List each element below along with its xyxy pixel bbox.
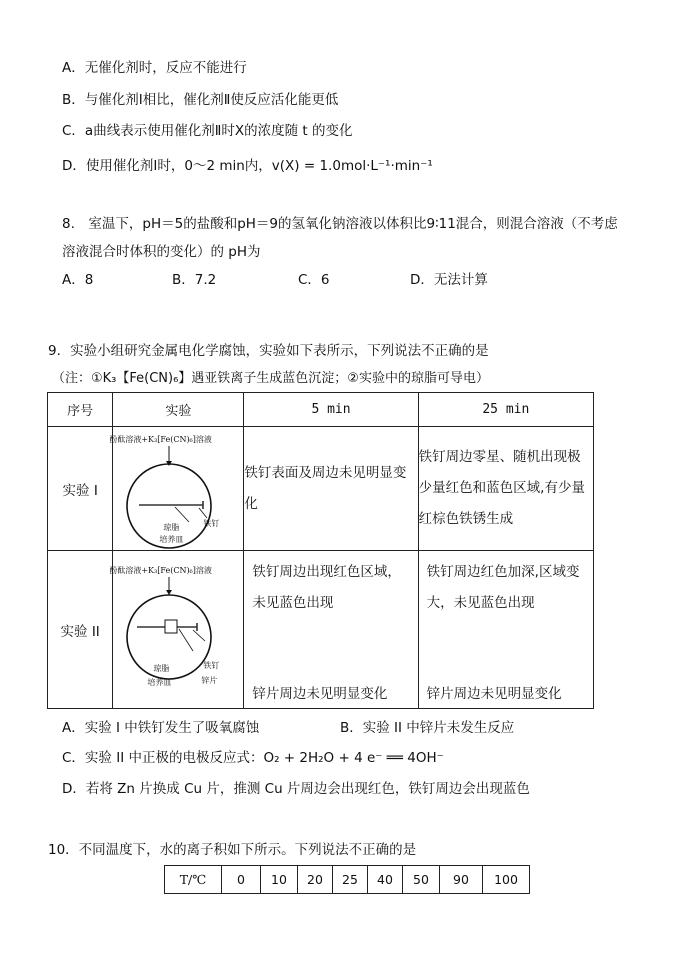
temp-cell: 10 — [261, 866, 298, 894]
q9-option-a: A．实验 I 中铁钉发生了吸氧腐蚀 — [62, 720, 260, 736]
petri-dish-drawing — [113, 555, 243, 705]
diagram-nail-label: 铁钉 — [203, 518, 220, 528]
q7-option-d: D．使用催化剂Ⅰ时，0～2 min内，v(X) = 1.0mol·L⁻¹·min⁻¹ — [62, 158, 433, 174]
diagram-agar-label: 琼脂 — [153, 663, 170, 673]
temperature-header: T/℃ — [165, 866, 222, 894]
q8-stem-line2: 溶液混合时体积的变化）的 pH为 — [62, 244, 261, 260]
header-5min: 5 min — [244, 393, 418, 427]
diagram-zinc-label: 锌片 — [201, 675, 218, 685]
diagram-solution-label: 酚酞溶液+K₃[Fe(CN)₆]溶液 — [109, 434, 212, 444]
row2-5min-zinc: 锌片周边未见明显变化 — [252, 686, 388, 702]
header-25min: 25 min — [418, 393, 593, 427]
row1-25min: 铁钉周边零星、随机出现极少量红色和蓝色区域,有少量红棕色铁锈生成 — [418, 427, 593, 551]
q7-option-a: A．无催化剂时，反应不能进行 — [62, 60, 247, 76]
header-experiment: 实验 — [113, 393, 244, 427]
diagram-agar-label: 琼脂 — [163, 522, 180, 532]
table-row — [48, 551, 594, 709]
q9-option-b: B．实验 II 中锌片未发生反应 — [340, 720, 515, 736]
q8-option-d: D．无法计算 — [410, 272, 488, 288]
header-index: 序号 — [48, 393, 113, 427]
q8-option-b: B．7.2 — [172, 272, 217, 288]
diagram-solution-label: 酚酞溶液+K₃[Fe(CN)₆]溶液 — [109, 565, 212, 575]
table-row — [165, 866, 530, 894]
temp-cell: 100 — [483, 866, 530, 894]
experiment-table — [47, 392, 594, 709]
temp-cell: 50 — [403, 866, 440, 894]
diagram-cell — [109, 427, 244, 551]
row2-5min-cell — [244, 551, 418, 709]
row2-5min: 铁钉周边出现红色区域，未见蓝色出现 — [252, 564, 401, 611]
diagram-nail-label: 铁钉 — [203, 660, 220, 670]
q7-option-b: B．与催化剂Ⅰ相比，催化剂Ⅱ使反应活化能更低 — [62, 92, 339, 108]
diagram-cell — [109, 551, 244, 709]
q9-note: （注：①K₃【Fe(CN)₆】遇亚铁离子生成蓝色沉淀；②实验中的琼脂可导电） — [52, 371, 489, 386]
table-row — [48, 427, 594, 551]
temp-cell: 25 — [333, 866, 368, 894]
ion-product-table — [164, 865, 530, 894]
table-header-row — [48, 393, 594, 427]
row2-25min-cell — [418, 551, 593, 709]
row2-25min-zinc: 锌片周边未见明显变化 — [426, 686, 562, 702]
row-name: 实验 I — [48, 427, 113, 551]
temp-cell: 0 — [222, 866, 261, 894]
q8-option-a: A．8 — [62, 272, 94, 288]
temp-cell: 40 — [368, 866, 403, 894]
row-name: 实验 II — [48, 551, 113, 709]
experiment-2-diagram — [109, 555, 243, 705]
q9-stem: 9．实验小组研究金属电化学腐蚀，实验如下表所示，下列说法不正确的是 — [48, 343, 489, 359]
row1-5min: 铁钉表面及周边未见明显变化 — [244, 427, 418, 551]
temp-cell: 90 — [440, 866, 483, 894]
q7-option-c: C．a曲线表示使用催化剂Ⅱ时X的浓度随 t 的变化 — [62, 123, 353, 139]
diagram-dish-label: 培养皿 — [147, 677, 172, 687]
q8-option-c: C．6 — [298, 272, 330, 288]
experiment-1-diagram — [109, 428, 243, 550]
temp-cell: 20 — [298, 866, 333, 894]
q9-option-c: C．实验 II 中正极的电极反应式：O₂ + 2H₂O + 4 e⁻ ══ 4OH⁻ — [62, 750, 444, 766]
row2-25min: 铁钉周边红色加深,区域变大，未见蓝色出现 — [426, 564, 580, 611]
q9-option-d: D．若将 Zn 片换成 Cu 片，推测 Cu 片周边会出现红色，铁钉周边会出现蓝色 — [62, 781, 530, 797]
q8-stem-line1: 8. 室温下，pH＝5的盐酸和pH＝9的氢氧化钠溶液以体积比9∶11混合，则混合溶液（不考虑 — [62, 216, 618, 232]
q10-stem: 10．不同温度下，水的离子积如下所示。下列说法不正确的是 — [48, 842, 417, 858]
diagram-dish-label: 培养皿 — [159, 534, 184, 544]
